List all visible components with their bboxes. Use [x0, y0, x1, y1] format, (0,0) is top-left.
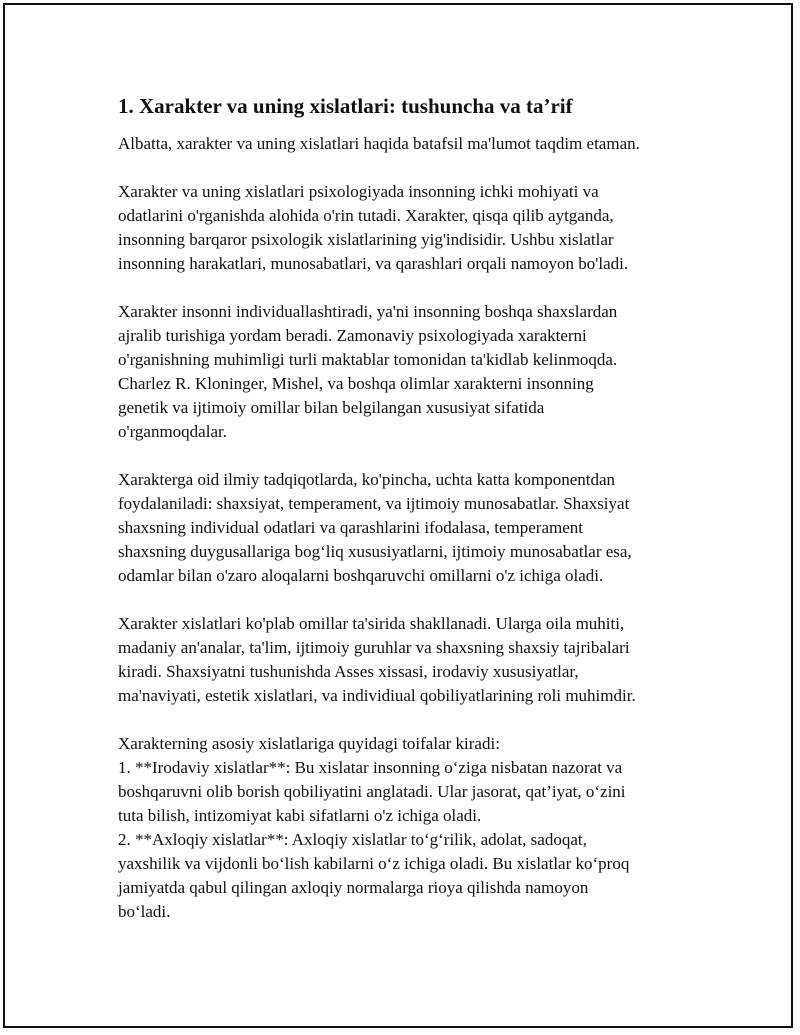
- document-body: [118, 92, 698, 948]
- text-line: Charlez R. Kloninger, Mishel, va boshqa olimlar xarakterni insonning: [118, 374, 594, 393]
- text-line: Xarakter xislatlari ko'plab omillar ta'sirida shakllanadi. Ularga oila muhiti,: [118, 614, 625, 633]
- text-line: insonning barqaror psixologik xislatlarining yig'indisidir. Ushbu xislatlar: [118, 230, 614, 249]
- text-line: shaxsning individual odatlari va qarashlarini ifodalasa, temperament: [118, 518, 583, 537]
- text-line: foydalaniladi: shaxsiyat, temperament, va ijtimoiy munosabatlar. Shaxsiyat: [118, 494, 630, 513]
- text-line: Albatta, xarakter va uning xislatlari haqida batafsil ma'lumot taqdim etaman.: [118, 134, 640, 153]
- text-line: o'rganmoqdalar.: [118, 422, 227, 441]
- text-line: Xarakterning asosiy xislatlariga quyidagi toifalar kiradi:: [118, 734, 500, 753]
- text-line: ma'naviyati, estetik xislatlari, va individiual qobiliyatlarining roli muhimdir.: [118, 686, 636, 705]
- text-line: 1. **Irodaviy xislatlar**: Bu xislatar insonning o‘ziga nisbatan nazorat va: [118, 758, 623, 777]
- text-line: jamiyatda qabul qilingan axloqiy normalarga rioya qilishda namoyon: [118, 878, 589, 897]
- text-line: odamlar bilan o'zaro aloqalarni boshqaruvchi omillarni o'z ichiga oladi.: [118, 566, 604, 585]
- text-line: Xarakterga oid ilmiy tadqiqotlarda, ko'pincha, uchta katta komponentdan: [118, 470, 616, 489]
- text-line: boshqaruvni olib borish qobiliyatini anglatadi. Ular jasorat, qat’iyat, o‘zini: [118, 782, 626, 801]
- paragraph: [118, 732, 698, 924]
- text-line: o'rganishning muhimligi turli maktablar tomonidan ta'kidlab kelinmoqda.: [118, 350, 618, 369]
- paragraph: [118, 180, 698, 276]
- text-line: bo‘ladi.: [118, 902, 171, 921]
- text-line: tuta bilish, intizomiyat kabi sifatlarni o'z ichiga oladi.: [118, 806, 482, 825]
- text-line: 2. **Axloqiy xislatlar**: Axloqiy xislatlar to‘g‘rilik, adolat, sadoqat,: [118, 830, 587, 849]
- document-heading: 1. Xarakter va uning xislatlari: tushuncha va ta’rif: [118, 94, 573, 118]
- text-line: shaxsning duygusallariga bog‘liq xususiyatlarni, ijtimoiy munosabatlar esa,: [118, 542, 632, 561]
- text-line: odatlarini o'rganishda alohida o'rin tutadi. Xarakter, qisqa qilib aytganda,: [118, 206, 614, 225]
- text-line: Xarakter insonni individuallashtiradi, ya'ni insonning boshqa shaxslardan: [118, 302, 618, 321]
- paragraph: [118, 132, 698, 156]
- paragraph: [118, 300, 698, 444]
- text-line: madaniy an'analar, ta'lim, ijtimoiy guruhlar va shaxsning shaxsiy tajribalari: [118, 638, 630, 657]
- text-line: ajralib turishiga yordam beradi. Zamonaviy psixologiyada xarakterni: [118, 326, 587, 345]
- text-line: genetik va ijtimoiy omillar bilan belgilangan xususiyat sifatida: [118, 398, 545, 417]
- text-line: kiradi. Shaxsiyatni tushunishda Asses xissasi, irodaviy xususiyatlar,: [118, 662, 579, 681]
- paragraph: [118, 612, 698, 708]
- paragraph: [118, 468, 698, 588]
- text-line: yaxshilik va vijdonli bo‘lish kabilarni o‘z ichiga oladi. Bu xislatlar ko‘proq: [118, 854, 630, 873]
- text-line: Xarakter va uning xislatlari psixologiyada insonning ichki mohiyati va: [118, 182, 599, 201]
- text-line: insonning harakatlari, munosabatlari, va qarashlari orqali namoyon bo'ladi.: [118, 254, 629, 273]
